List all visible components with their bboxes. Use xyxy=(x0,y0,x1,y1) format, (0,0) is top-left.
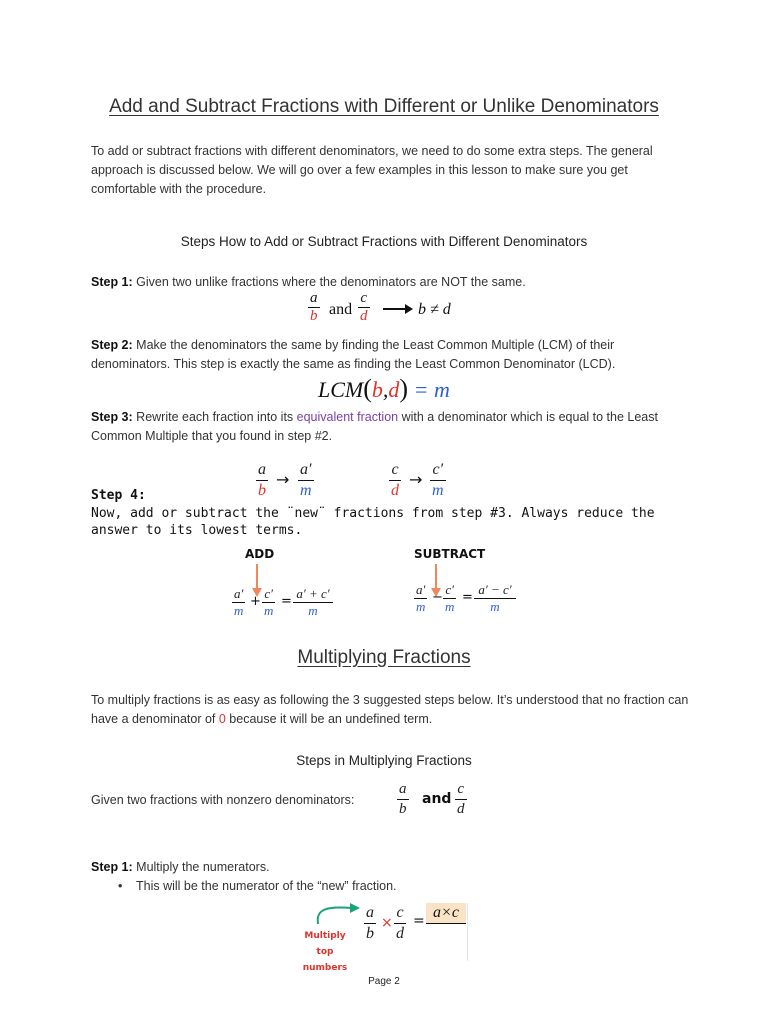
page-number: Page 2 xyxy=(368,976,400,987)
fraction-c-prime-over-m: $\frac{c'}{m}$ xyxy=(432,461,444,499)
fraction-c-prime-over-m-add: $\frac{c'}{m}$ xyxy=(264,586,274,618)
equals-sign: = xyxy=(413,913,425,929)
given-text: Given two fractions with nonzero denominators: xyxy=(91,793,355,807)
step2-label: Step 2: xyxy=(91,338,133,352)
arrow-icon: → xyxy=(409,470,423,489)
minus-sign: − xyxy=(432,590,443,605)
fraction-c-over-d-step3: $\frac{c}{d}$ xyxy=(391,461,399,499)
add-label: ADD xyxy=(245,547,275,561)
fraction-a-prime-over-m-add: $\frac{a'}{m}$ xyxy=(234,586,244,618)
fraction-a-over-b: $\frac{a}{b}$ xyxy=(310,290,318,324)
subtract-label: SUBTRACT xyxy=(414,547,486,561)
fraction-a-over-b-step3: $\frac{a}{b}$ xyxy=(258,461,266,499)
curved-arrow-icon xyxy=(312,900,364,926)
b-not-equal-d: b ≠ d xyxy=(418,301,451,318)
section-title-multiplying: Multiplying Fractions xyxy=(297,647,471,668)
step1-text: Given two unlike fractions where the denominators are NOT the same. xyxy=(132,275,526,289)
multiplying-steps-heading: Steps in Multiplying Fractions xyxy=(296,753,472,768)
fraction-c-over-d: $\frac{c}{d}$ xyxy=(360,290,368,324)
fraction-a-prime-over-m: $\frac{a'}{m}$ xyxy=(300,461,312,499)
step3-label: Step 3: xyxy=(91,410,133,424)
multiplying-intro: To multiply fractions is as easy as following the 3 suggested steps below. It’s understood that no fraction can have a denominator of 0 because it will be an undefined term. xyxy=(91,693,689,726)
fraction-difference-over-m: $\frac{a' - c'}{m}$ xyxy=(474,582,516,615)
times-sign: × xyxy=(381,915,393,931)
plus-sign: + xyxy=(250,594,261,609)
section-title-add-subtract: Add and Subtract Fractions with Different or Unlike Denominators xyxy=(109,96,659,117)
mult-step1-label: Step 1: xyxy=(91,860,133,874)
arrow-icon: → xyxy=(276,470,290,489)
fraction-a-over-b-mult: $\frac{a}{b}$ xyxy=(399,781,407,817)
and-word-mult: and xyxy=(422,791,452,807)
fraction-sum-over-m: $\frac{a' + c'}{m}$ xyxy=(293,586,333,619)
step2-paragraph xyxy=(91,336,691,374)
intro-paragraph: To add or subtract fractions with different denominators, we need to do some extra steps. The general approach is discussed below. We will go over a few examples in this lesson to make sure you get comfortable with the procedure. xyxy=(91,144,653,196)
divider xyxy=(467,903,468,961)
fraction-c-over-d-mult: $\frac{c}{d}$ xyxy=(457,781,465,817)
arrow-right-icon xyxy=(383,303,413,315)
bullet-dot-icon: • xyxy=(118,879,123,893)
and-word: and xyxy=(329,301,353,318)
step2-text: Make the denominators the same by finding the Least Common Multiple (LCM) of their denominators. This step is exactly the same as finding the Least Common Denominator (LCD). xyxy=(91,338,616,371)
fraction-a-over-b-diagram: $\frac{a}{b}$ xyxy=(366,904,374,942)
steps-heading: Steps How to Add or Subtract Fractions with Different Denominators xyxy=(180,234,588,249)
equivalent-fraction-link[interactable]: equivalent fraction xyxy=(296,410,399,424)
fraction-c-prime-over-m-sub: $\frac{c'}{m}$ xyxy=(445,582,455,614)
equals-sign: = xyxy=(281,594,292,609)
fraction-c-over-d-diagram: $\frac{c}{d}$ xyxy=(396,904,404,942)
mult-step1-paragraph: Step 1: Multiply the numerators. xyxy=(91,860,270,874)
step1-label: Step 1: xyxy=(91,275,133,289)
step1-paragraph xyxy=(91,273,691,292)
multiply-top-numbers-label: Multiply top numbers xyxy=(302,931,348,973)
product-numerator-highlight: a×c xyxy=(426,903,466,924)
fraction-a-prime-over-m-sub: $\frac{a'}{m}$ xyxy=(416,582,426,614)
lcm-formula: LCM(b,d) = m xyxy=(318,374,450,403)
step4-text: Now, add or subtract the ¨new¨ fractions from step #3. Always reduce the answer to its lowest terms. xyxy=(91,506,655,538)
step4-label: Step 4: xyxy=(91,488,146,503)
step3-paragraph: Step 3: Rewrite each fraction into its equivalent fraction with a denominator which is equal to the Least Common Multiple that you found in step #2. xyxy=(91,410,658,443)
equals-sign: = xyxy=(462,590,473,605)
